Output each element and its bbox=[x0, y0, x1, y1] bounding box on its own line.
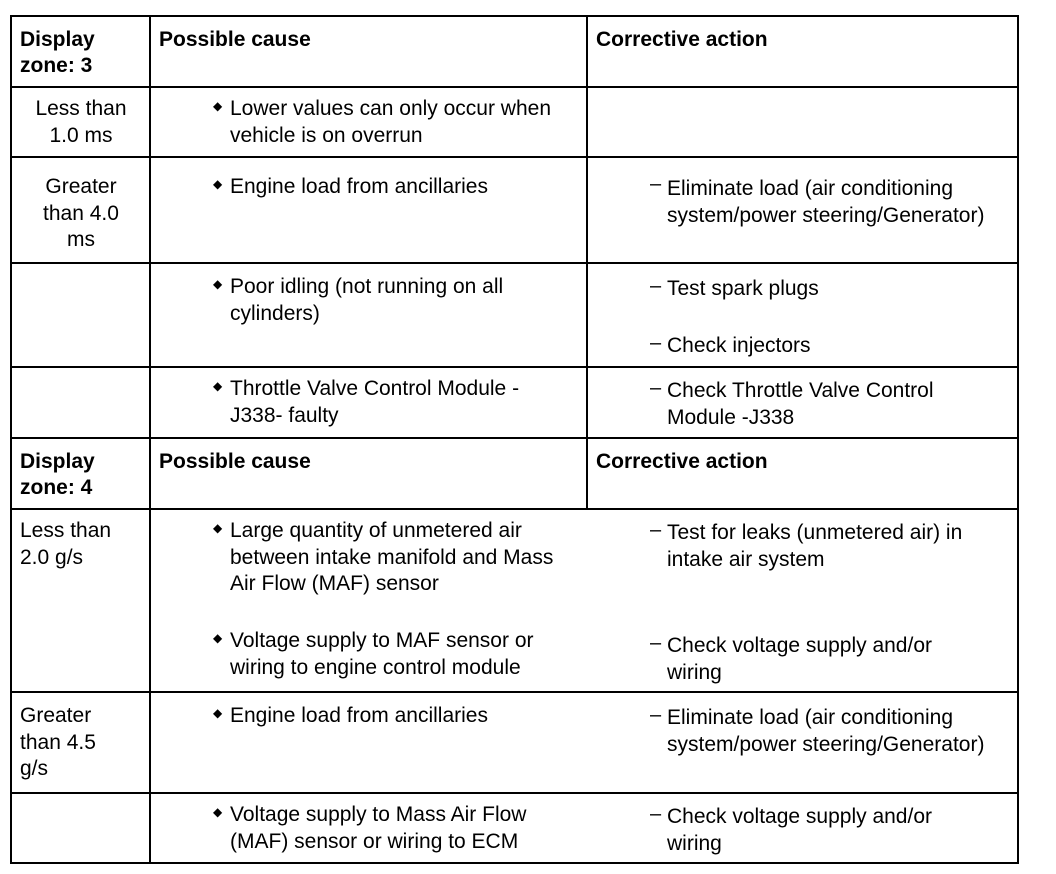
zone3-possible-cause-header: Possible cause bbox=[159, 28, 311, 51]
zone4-display-zone-header: Display zone: 4 bbox=[20, 450, 95, 499]
row-rule bbox=[10, 691, 1019, 693]
bullet-icon: ◆ bbox=[213, 379, 223, 393]
zone4-row3-cause: Voltage supply to Mass Air Flow (MAF) sensor or wiring to ECM bbox=[230, 803, 527, 853]
dash-icon: – bbox=[650, 173, 662, 195]
row-rule bbox=[10, 437, 1019, 439]
zone4-row2-value: Greater than 4.5 g/s bbox=[20, 704, 96, 780]
zone4-row1-action-2: Check voltage supply and/or wiring bbox=[667, 634, 932, 684]
row-rule bbox=[10, 792, 1019, 794]
row-rule bbox=[10, 262, 1019, 264]
zone3-row2-cause: Engine load from ancillaries bbox=[230, 175, 488, 198]
zone4-corrective-action-header: Corrective action bbox=[596, 450, 768, 473]
zone3-row4-cause: Throttle Valve Control Module -J338- faulty bbox=[230, 377, 520, 427]
row-rule bbox=[10, 508, 1019, 510]
zone3-row1-value: Less than 1.0 ms bbox=[35, 97, 127, 147]
table-border-right bbox=[1017, 15, 1019, 864]
dash-icon: – bbox=[650, 275, 662, 297]
bullet-icon: ◆ bbox=[213, 706, 223, 720]
row-rule bbox=[10, 862, 1019, 864]
dash-icon: – bbox=[650, 704, 662, 726]
zone3-corrective-action-header: Corrective action bbox=[596, 28, 768, 51]
bullet-icon: ◆ bbox=[213, 631, 223, 645]
zone4-row2-cause: Engine load from ancillaries bbox=[230, 704, 488, 727]
bullet-icon: ◆ bbox=[213, 277, 223, 291]
zone3-row4-action: Check Throttle Valve Control Module -J338 bbox=[667, 379, 934, 429]
bullet-icon: ◆ bbox=[213, 805, 223, 819]
zone3-row3-action-1: Test spark plugs bbox=[667, 277, 819, 300]
zone3-row3-cause: Poor idling (not running on all cylinders) bbox=[230, 275, 504, 325]
column-divider-2-lower bbox=[586, 438, 588, 509]
dash-icon: – bbox=[650, 803, 662, 825]
zone4-row1-cause-2: Voltage supply to MAF sensor or wiring to engine control module bbox=[230, 629, 534, 679]
zone4-row3-action: Check voltage supply and/or wiring bbox=[667, 805, 932, 855]
row-rule bbox=[10, 15, 1019, 17]
row-rule bbox=[10, 86, 1019, 88]
zone3-row2-action: Eliminate load (air conditioning system/power steering/Generator) bbox=[667, 177, 985, 227]
bullet-icon: ◆ bbox=[213, 99, 223, 113]
zone4-row1-value: Less than 2.0 g/s bbox=[20, 519, 112, 569]
zone3-display-zone-header: Display zone: 3 bbox=[20, 28, 95, 77]
table-border-left bbox=[10, 15, 12, 864]
bullet-icon: ◆ bbox=[213, 521, 223, 535]
zone3-row1-cause: Lower values can only occur when vehicle is on overrun bbox=[230, 97, 552, 147]
zone4-row2-action: Eliminate load (air conditioning system/power steering/Generator) bbox=[667, 706, 985, 756]
zone3-row3-action-2: Check injectors bbox=[667, 334, 811, 357]
row-rule bbox=[10, 366, 1019, 368]
bullet-icon: ◆ bbox=[213, 177, 223, 191]
zone4-row1-cause-1: Large quantity of unmetered air between intake manifold and Mass Air Flow (MAF) sensor bbox=[230, 519, 554, 595]
dash-icon: – bbox=[650, 377, 662, 399]
row-rule bbox=[10, 156, 1019, 158]
column-divider-1 bbox=[149, 15, 151, 864]
dash-icon: – bbox=[650, 519, 662, 541]
zone4-row1-action-1: Test for leaks (unmetered air) in intake air system bbox=[667, 521, 963, 571]
dash-icon: – bbox=[650, 632, 662, 654]
column-divider-2 bbox=[586, 15, 588, 439]
zone4-possible-cause-header: Possible cause bbox=[159, 450, 311, 473]
zone3-row2-value: Greater than 4.0 ms bbox=[43, 175, 119, 251]
dash-icon: – bbox=[650, 332, 662, 354]
